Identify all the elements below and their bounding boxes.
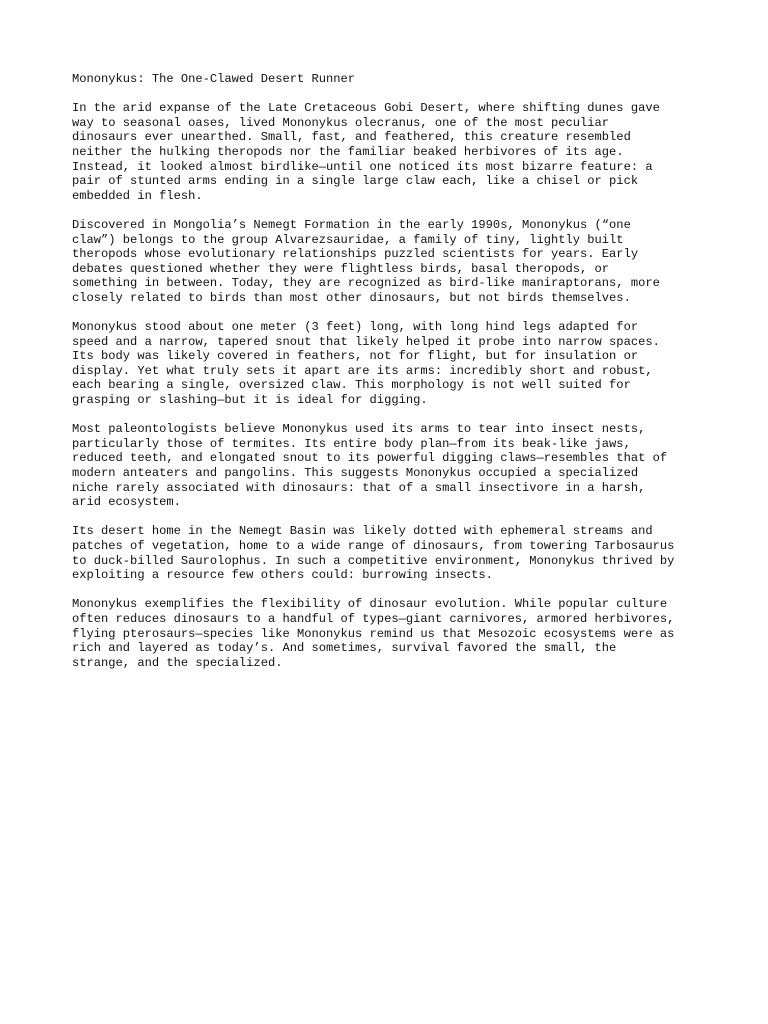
text-line: Mononykus exemplifies the flexibility of dinosaur evolution. While popular culture <box>72 597 668 612</box>
paragraph-5 <box>72 524 700 582</box>
paragraph-4 <box>72 422 700 510</box>
text-line: dinosaurs ever unearthed. Small, fast, and feathered, this creature resembled <box>72 130 631 145</box>
text-line: Its desert home in the Nemegt Basin was likely dotted with ephemeral streams and <box>72 524 653 539</box>
text-line: often reduces dinosaurs to a handful of types—giant carnivores, armored herbivores, <box>72 611 675 626</box>
text-line: particularly those of termites. Its entire body plan—from its beak-like jaws, <box>72 436 631 451</box>
text-line: debates questioned whether they were flightless birds, basal theropods, or <box>72 261 610 276</box>
text-line: exploiting a resource few others could: burrowing insects. <box>72 568 493 583</box>
text-line: Mononykus stood about one meter (3 feet) long, with long hind legs adapted for <box>72 320 639 335</box>
text-line: strange, and the specialized. <box>72 655 283 670</box>
text-line: grasping or slashing—but it is ideal for digging. <box>72 393 428 408</box>
text-line: neither the hulking theropods nor the familiar beaked herbivores of its age. <box>72 144 624 159</box>
text-line: Instead, it looked almost birdlike—until one noticed its most bizarre feature: a <box>72 159 653 174</box>
text-line: modern anteaters and pangolins. This suggests Mononykus occupied a specialized <box>72 466 639 481</box>
text-line: rich and layered as today’s. And sometimes, survival favored the small, the <box>72 641 617 656</box>
text-line: to duck-billed Saurolophus. In such a competitive environment, Mononykus thrived by <box>72 553 675 568</box>
text-line: claw”) belongs to the group Alvarezsauridae, a family of tiny, lightly built <box>72 232 624 247</box>
text-line: display. Yet what truly sets it apart are its arms: incredibly short and robust, <box>72 363 653 378</box>
text-line: theropods whose evolutionary relationships puzzled scientists for years. Early <box>72 247 639 262</box>
text-line: closely related to birds than most other dinosaurs, but not birds themselves. <box>72 290 631 305</box>
text-line: speed and a narrow, tapered snout that likely helped it probe into narrow spaces. <box>72 334 660 349</box>
text-line: Most paleontologists believe Mononykus used its arms to tear into insect nests, <box>72 422 646 437</box>
text-line: way to seasonal oases, lived Mononykus olecranus, one of the most peculiar <box>72 115 610 130</box>
paragraph-list <box>72 101 700 670</box>
text-line: each bearing a single, oversized claw. This morphology is not well suited for <box>72 378 631 393</box>
text-line: pair of stunted arms ending in a single large claw each, like a chisel or pick <box>72 174 639 189</box>
text-line: flying pterosaurs—species like Mononykus remind us that Mesozoic ecosystems were as <box>72 626 675 641</box>
text-line: embedded in flesh. <box>72 188 203 203</box>
text-line: niche rarely associated with dinosaurs: that of a small insectivore in a harsh, <box>72 480 646 495</box>
text-line: arid ecosystem. <box>72 495 181 510</box>
text-line: Discovered in Mongolia’s Nemegt Formation in the early 1990s, Mononykus (“one <box>72 217 631 232</box>
paragraph-1 <box>72 101 700 203</box>
text-line: reduced teeth, and elongated snout to its powerful digging claws—resembles that of <box>72 451 668 466</box>
paragraph-6 <box>72 597 700 670</box>
text-line: In the arid expanse of the Late Cretaceous Gobi Desert, where shifting dunes gave <box>72 101 660 116</box>
paragraph-3 <box>72 320 700 408</box>
text-line: Its body was likely covered in feathers, not for flight, but for insulation or <box>72 349 639 364</box>
text-line: something in between. Today, they are recognized as bird-like maniraptorans, more <box>72 276 660 291</box>
paragraph-2 <box>72 218 700 306</box>
document-body <box>72 72 700 685</box>
text-line: patches of vegetation, home to a wide range of dinosaurs, from towering Tarbosaurus <box>72 539 675 553</box>
document-title: Mononykus: The One-Clawed Desert Runner <box>72 72 356 86</box>
